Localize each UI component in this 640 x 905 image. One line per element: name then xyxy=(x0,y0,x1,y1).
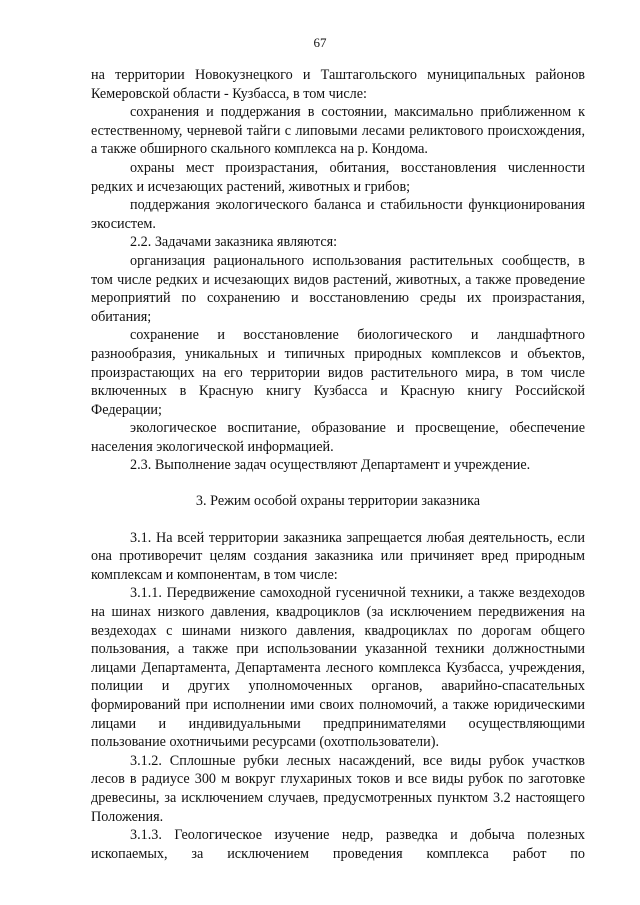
paragraph: поддержания экологического баланса и стабильности функционирования экосистем. xyxy=(91,197,585,232)
page-number: 67 xyxy=(313,35,327,50)
paragraph: 3.1.1. Передвижение самоходной гусеничной техники, а также вездеходов на шинах низкого давления, квадроциклов (за исключением передвижения на вездеходах с шинами низкого давления, квадроциклах по дорогам общего пользования, а также при использовании указанной техники должностными лицами Департамента, Департамента лесного комплекса Кузбасса, учреждения, полиции и других уполномоченных органов, аварийно-спасательных формирований при исполнении ими своих полномочий, а также юридическими лицами и индивидуальными предпринимателями осуществляющими пользование охотничьими ресурсами (охотпользователи). xyxy=(91,585,585,751)
paragraph: 3.1.3. Геологическое изучение недр, разведка и добыча полезных ископаемых, за исключением проведения комплекса работ по xyxy=(91,827,585,862)
paragraph: 3.1. На всей территории заказника запрещается любая деятельность, если она противоречит целям создания заказника или причиняет вред природным комплексам и компонентам, в том числе: xyxy=(91,529,585,583)
paragraph: 2.3. Выполнение задач осуществляют Департамент и учреждение. xyxy=(130,457,531,474)
paragraph: 3.1.2. Сплошные рубки лесных насаждений, все виды рубок участков лесов в радиусе 300 м вокруг глухариных токов и все виды рубок по заготовке древесины, за исключением случаев, предусмотренных пунктом 3.2 настоящего Положения. xyxy=(91,752,585,825)
paragraph: на территории Новокузнецкого и Таштагольского муниципальных районов Кемеровской области - Кузбасса, в том числе: xyxy=(91,67,585,102)
paragraph: экологическое воспитание, образование и просвещение, обеспечение населения экологической информацией. xyxy=(91,420,585,455)
paragraph: сохранение и восстановление биологического и ландшафтного разнообразия, уникальных и типичных природных комплексов и объектов, произрастающих на его территории видов растительного мира, в том числе включенных в Красную книгу Кузбасса и Красную книгу Российской Федерации; xyxy=(91,327,585,418)
paragraph: сохранения и поддержания в состоянии, максимально приближенном к естественному, черневой тайги с липовыми лесами реликтового происхождения, а также обширного скального комплекса на р. Кондома. xyxy=(91,104,585,158)
section-2-text xyxy=(91,66,585,475)
paragraph: 2.2. Задачами заказника являются: xyxy=(130,234,338,251)
paragraph: охраны мест произрастания, обитания, восстановления численности редких и исчезающих растений, животных и грибов; xyxy=(91,159,585,195)
section-heading: 3. Режим особой охраны территории заказника xyxy=(195,493,481,510)
paragraph: организация рационального использования растительных сообществ, в том числе редких и исчезающих видов растений, животных, а также проведение мероприятий по сохранению и восстановлению среды их произрастания, обитания; xyxy=(91,252,585,325)
document-body xyxy=(91,66,585,863)
section-3-text xyxy=(91,529,585,864)
